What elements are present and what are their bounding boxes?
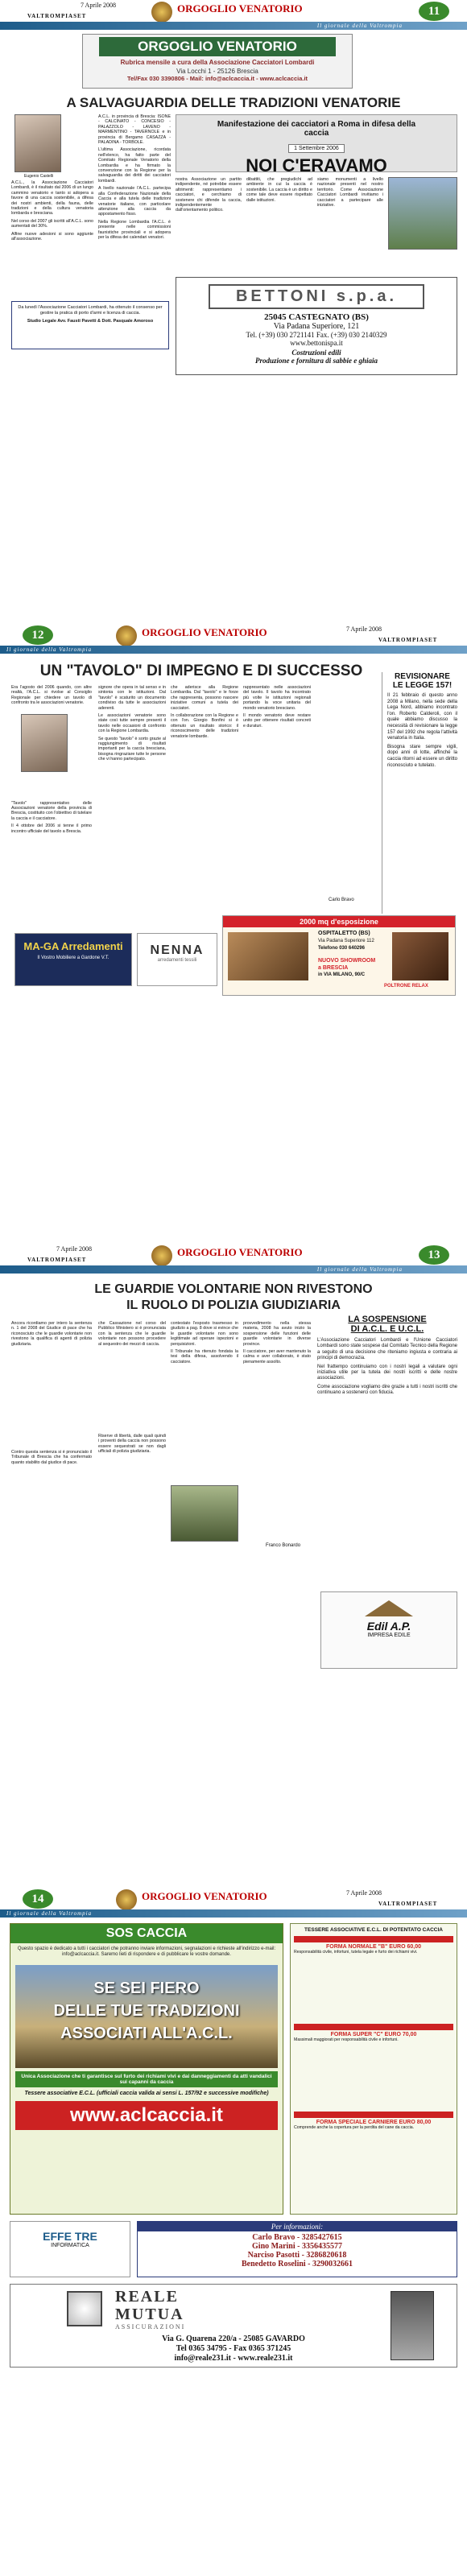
sos-title: SOS CACCIA [10, 1924, 283, 1943]
issue-date: 7 Aprile 2008 [346, 625, 382, 633]
article-column-3 [171, 685, 238, 927]
side-column [382, 672, 457, 914]
acl-notice-box [11, 301, 169, 349]
article-paragraph: Se questo "tavolo" è sorto grazie al raggiungimento di risultati importanti per la caccia bresciana, bisogna ringraziare tutte le persone che vi hanno partecipato. [98, 736, 166, 762]
header-strip [0, 646, 467, 654]
headline: A SALVAGUARDIA DELLE TRADIZIONI VENATORIE [66, 95, 401, 110]
article-paragraph: Era l'agosto del 2006 quando, con altre realtà, l'A.C.L. si rivolse al Consiglio Regionale per chiedere un tavolo di confronto tra le associazioni venatorie. [11, 685, 92, 706]
bettoni-logo: BETTONI s.p.a. [209, 284, 424, 309]
brand-name: VALTROMPIASET [27, 1257, 87, 1263]
news-big-title: NOI C'ERAVAMO [246, 155, 387, 175]
news-box [176, 114, 457, 175]
nenna-ad [137, 933, 217, 986]
side-column [317, 1315, 457, 1588]
emblem-icon [116, 625, 137, 646]
effetre-name: EFFE TRE [43, 2230, 97, 2243]
section-title: ORGOGLIO VENATORIO [142, 1890, 267, 1902]
article-column-1 [11, 1321, 92, 1554]
article-paragraph: Riserve di libertà, dalle quali quindi i proventi della caccia non possono essere sequestrati se non dagli ufficiali di polizia giudiziaria. [98, 1434, 166, 1455]
contact-1: Carlo Bravo - 3285427615 [252, 2233, 342, 2242]
info-box [137, 2221, 457, 2277]
house-icon [365, 1600, 413, 1616]
signature: Franco Bonardo [266, 1543, 301, 1548]
signature: Carlo Bravo [329, 898, 354, 902]
page-12 [0, 624, 467, 1244]
notice-text: Studio Legale Avv. Fausti Pavetti & Dott. Pasquale Amoroso [27, 319, 154, 324]
showroom-city: OSPITALETTO (BS) [318, 931, 370, 936]
emblem-icon [116, 1889, 137, 1910]
page-14 [0, 1888, 467, 2576]
article-paragraph: che aderisce alla Regione Lombardia. Dal "tavolo" e le forze che rappresenta, possono nascere iniziative comuni a tutela dei cacciatori. [171, 685, 238, 711]
article-paragraph: Le associazioni venatorie sono state così tutte sempre presenti il tavolo nelle occasioni di confronto con la Regione Lombardia. [98, 713, 166, 734]
article-paragraph: L'Associazione Cacciatori Lombardi e l'Unione Cacciatori Lombardi sono state sospese dal Comitato Tecnico della Regione a seguito di una decisione che riteniamo ingiusta e contraria ai principi di democrazia. [317, 1338, 457, 1361]
article-paragraph: Nella Regione Lombardia l'A.C.L. è presente nelle commissioni faunistiche provinciali e si adopera per la difesa dei calendari venatori. [98, 219, 171, 240]
bettoni-website[interactable]: www.bettonispa.it [290, 339, 343, 347]
page-number: 14 [23, 1889, 53, 1909]
article-column-1 [11, 685, 92, 927]
headline: UN "TAVOLO" DI IMPEGNO E DI SUCCESSO [39, 663, 363, 679]
sofa-photo [228, 932, 308, 980]
article-paragraph: nostra Associazione un partito indipendente, né potrebbe essere altrimenti: rappresentiamo i cacciatori, e cerchiamo di sostenere chi difende la caccia, indipendentemente dall'orientamento politico. [176, 177, 242, 213]
acl-website[interactable]: www.aclcaccia.it [15, 2101, 278, 2130]
issue-date: 7 Aprile 2008 [56, 1245, 92, 1253]
page-number: 11 [419, 2, 449, 21]
bettoni-address: 25045 CASTEGNATO (BS) [264, 312, 369, 322]
forma-3-bar [294, 2112, 453, 2118]
forma-1-text: Responsabilità civile, infortuni, tutela legale e furto dei richiami vivi. [294, 1950, 418, 1955]
article-paragraph: Nel corso del 2007 gli iscritti all'A.C.L. sono aumentati del 30%. [11, 218, 93, 229]
side-headline-2: DI A.C.L. E U.C.L. [350, 1324, 424, 1334]
article-column-3 [176, 177, 242, 274]
forma-3-title: FORMA SPECIALE CARNIERE EURO 80,00 [316, 2120, 432, 2125]
page-header [0, 0, 467, 32]
article-column-5 [317, 177, 383, 274]
page-number: 12 [23, 625, 53, 645]
banner-title: ORGOGLIO VENATORIO [99, 37, 336, 56]
side-text [387, 693, 457, 769]
page-header [0, 1244, 467, 1276]
section-title: ORGOGLIO VENATORIO [142, 626, 267, 638]
side-headline-2: LE LEGGE 157! [392, 681, 453, 690]
contact-2: Gino Marini - 3356435577 [252, 2242, 342, 2251]
reale-phone: Tel 0365 34795 - Fax 0365 371245 [176, 2344, 291, 2353]
strip-text: Il giornale della Valtrompia [6, 1910, 93, 1917]
photo-caption: Eugenio Castelli [24, 174, 54, 179]
article-column-2 [98, 114, 171, 299]
notice-text: Da lunedì l'Associazione Cacciatori Lombardi, ha ottenuto il consenso per gestire la pratica di porto d'armi e licenza di caccia. [18, 305, 163, 316]
armchair-photo [392, 932, 448, 980]
article-paragraph: che Cassazione nel corso del Pubblico Ministero si è pronunciata con la sentenza che le guardie volontarie non possono procedere al sequestro dei mezzi di caccia. [98, 1321, 166, 1347]
article-paragraph: rappresentato nelle associazioni del tavolo. Il tavolo ha incontrato più volte le istituzioni regionali portando la voce unitaria del mondo venatorio bresciano. [243, 685, 311, 711]
brand-name: VALTROMPIASET [378, 637, 438, 643]
reale-name-3: ASSICURAZIONI [115, 2323, 186, 2330]
forma-2-title: FORMA SUPER "C" EURO 70,00 [330, 2032, 417, 2037]
reale-name-1: REALE [115, 2288, 179, 2306]
strip-text: Il giornale della Valtrompia [6, 646, 93, 653]
author-photo [14, 114, 61, 172]
article-column-2 [98, 1321, 166, 1554]
page-header [0, 1888, 467, 1920]
brand-name: VALTROMPIASET [378, 1901, 438, 1907]
article-paragraph: Il mondo venatorio deve restare unito per ottenere risultati concreti e duraturi. [243, 713, 311, 729]
reale-logo [67, 2291, 102, 2326]
article-paragraph: Il 21 febbraio di questo anno 2008 a Milano, nella sede della Lega Nord, abbiamo incontrato l'on. Roberto Calderoli, con il quale abbiamo discusso la necessità di revisionare la legge 157 del 1992 che regola l'attività venatoria in Italia. [387, 693, 457, 741]
hunting-scene [15, 1965, 278, 2068]
page-11 [0, 0, 467, 624]
nenna-name: NENNA [150, 943, 205, 957]
bettoni-phone: Tel. (+39) 030 2721141 Fax. (+39) 030 2140329 [246, 331, 387, 339]
showroom-address: Via Padana Superiore 112 [318, 939, 374, 943]
strip-text: Il giornale della Valtrompia [316, 23, 403, 29]
maga-tagline: Il Vostro Mobiliere a Gardone V.T. [37, 956, 110, 960]
article-paragraph: A livello nazionale l'A.C.L. partecipa alla Confederazione Nazionale della Caccia e alla tutela delle tradizioni venatorie italiane, con particolare attenzione alla caccia da appostamento fisso. [98, 186, 171, 217]
page-13 [0, 1244, 467, 1888]
reale-mutua-ad [10, 2284, 457, 2368]
showroom-new-2: a BRESCIA [318, 965, 349, 971]
article-paragraph: contestato l'esposto trasmesso in giudizio a pag. 8 dove si evince che le guardie volontarie non sono legittimate ad operare ispezioni e perquisizioni. [171, 1321, 238, 1347]
headline-line-1: LE GUARDIE VOLONTARIE NON RIVESTONO [94, 1282, 373, 1296]
article-column-2 [98, 685, 166, 927]
side-text [317, 1338, 457, 1397]
edil-ad [320, 1591, 457, 1669]
section-title: ORGOGLIO VENATORIO [177, 1246, 303, 1258]
side-headline-1: LA SOSPENSIONE [348, 1315, 427, 1324]
forma-1-bar [294, 1936, 453, 1942]
proud-line-3: ASSOCIATI ALL'A.C.L. [60, 2024, 233, 2042]
maga-name: MA-GA Arredamenti [23, 940, 123, 952]
page-number: 13 [419, 1245, 449, 1265]
reale-email[interactable]: info@reale231.it - www.reale231.it [174, 2354, 293, 2363]
forma-1-title: FORMA NORMALE "B" EURO 60,00 [325, 1944, 421, 1950]
hunter-photo [171, 1485, 238, 1542]
article-paragraph: signore che opera in tal senso e in sintonia con le istituzioni. Dal "tavolo" è scaturito un documento condiviso da tutte le associazioni aderenti. [98, 685, 166, 711]
effetre-ad [10, 2221, 130, 2277]
banner [82, 34, 353, 89]
article-paragraph: Alfine nuove adesioni si sono aggiunte all'associazione. [11, 231, 93, 242]
article-column-4 [243, 685, 311, 927]
reale-name-2: MUTUA [115, 2306, 184, 2323]
article-paragraph: In collaborazione con la Regione e con l'on. Giorgio Bonfini si è ottenuto un risultato storico: il riconoscimento delle tradizioni venatorie lombarde. [171, 713, 238, 739]
sos-text: Questo spazio è dedicato a tutti i cacciatori che potranno inviare informazioni, segnalazioni e richieste all'indirizzo e-mail: info@aclcaccia.it. Saremo lieti di rispondere e di pubblicare le vostre domande. [17, 1946, 276, 1958]
tessere-panel [290, 1923, 457, 2215]
crest-icon [391, 2291, 434, 2360]
article-paragraph: Ancora ricordiamo per intero la sentenza n. 1 del 2008 del Giudice di pace che ha riconosciuto che le guardie volontarie non rivestono la qualifica di agenti di polizia giudiziaria. [11, 1321, 92, 1347]
headline-line-2: IL RUOLO DI POLIZIA GIUDIZIARIA [126, 1298, 341, 1312]
article-paragraph: dibattiti, che pregiudichi ad ambiente in cui la caccia è sostenibile. La caccia è un diritto e come tale deve essere rispettato dalle istituzioni. [246, 177, 312, 203]
article-paragraph: provvedimento nella stessa materia, 2008 ha avuto inizio la sospensione delle funzioni delle guardie volontarie in diverse province. [243, 1321, 311, 1347]
relax-label: POLTRONE RELAX [384, 984, 428, 989]
forma-3-text: Comprende anche la copertura per la perdita del cane da caccia. [294, 2125, 415, 2130]
section-title: ORGOGLIO VENATORIO [177, 2, 303, 14]
article-paragraph: A.C.L., la Associazione Cacciatori Lombardi, è il risultato dal 2006 di un lungo cammino venatorio e tanto si adopera a favore di una caccia sostenibile, a difesa dei nostri ambienti, della fauna, delle tradizioni e della cultura venatoria lombarda e bresciana. [11, 180, 93, 217]
article-paragraph: Contro questa sentenza si è pronunciato il Tribunale di Brescia che ha confermato quanto stabilito dal giudice di pace. [11, 1450, 92, 1465]
bettoni-ad [176, 277, 457, 375]
news-headline: Manifestazione dei cacciatori a Roma in difesa della caccia [217, 120, 416, 138]
issue-date: 7 Aprile 2008 [346, 1889, 382, 1897]
article-paragraph: "Tavolo" rappresentativo delle Associazioni venatorie della provincia di Brescia, costituito con l'obiettivo di tutelare la caccia e il cacciatore. [11, 800, 92, 821]
emblem-icon [151, 1245, 172, 1266]
article-paragraph: Il cacciatore, per aver mantenuto la calma e aver collaborato, è stato pienamente assolto. [243, 1349, 311, 1364]
contact-4: Benedetto Roselini - 3290032661 [241, 2260, 353, 2268]
sos-box [10, 1923, 283, 2215]
article-paragraph: Il 4 ottobre del 2006 si tenne il primo incontro ufficiale del tavolo a Brescia. [11, 824, 92, 834]
tessere-heading: TESSERE ASSOCIATIVE E.C.L. DI POTENTATO CACCIA [304, 1927, 443, 1933]
edil-tagline: IMPRESA EDILE [367, 1633, 411, 1638]
header-strip [0, 22, 467, 30]
article-paragraph: Come associazione vogliamo dire grazie a tutti i nostri iscritti che continuano a sostenerci con fiducia. [317, 1384, 457, 1396]
proud-line-1: SE SEI FIERO [93, 1979, 200, 1997]
bettoni-slogan-1: Costruzioni edili [291, 349, 341, 357]
maga-ad [14, 933, 132, 986]
banner-subtitle: Rubrica mensile a cura della Associazione Cacciatori Lombardi [120, 59, 315, 66]
showroom-phone: Telefono 030 640296 [318, 946, 365, 951]
insurance-note: Tessere associative E.C.L. (ufficiali caccia valida ai sensi L. 157/92 e successive modifiche) [24, 2090, 269, 2096]
article-paragraph: siamo monumenti a livello nazionale presenti nel nostro territorio. Come Associazione Cacciatori Lombardi invitiamo i cacciatori a partecipare alle iniziative. [317, 177, 383, 208]
info-heading: Per informazioni: [138, 2222, 457, 2231]
emblem-icon [151, 2, 172, 23]
showroom-ad [222, 915, 456, 996]
brand-name: VALTROMPIASET [27, 13, 87, 19]
news-date: 1 Settembre 2006 [288, 144, 345, 153]
forma-2-bar [294, 2024, 453, 2030]
article-paragraph: Nel frattempo continuiamo con i nostri legali a valutare ogni iniziativa utile per la tutela dei nostri iscritti e delle nostre associazioni. [317, 1364, 457, 1381]
showroom-new-3: in VIA MILANO, 90/C [318, 972, 366, 977]
article-paragraph: A.C.L. in provincia di Brescia: ISONE - CALCINATO - CONCESIO - PALAZZOLO - LAVENO - MARMENTINO - TAVERNOLE e in provincia di Bergamo CASAZZA - PALADINA - TORBOLE. [98, 114, 171, 146]
article-column-4 [243, 1321, 311, 1554]
header-strip [0, 1909, 467, 1918]
showroom-banner: 2000 mq d'esposizione [223, 916, 455, 927]
bettoni-slogan-2: Produzione e fornitura di sabbie e ghiaia [254, 357, 378, 365]
effetre-tagline: INFORMATICA [51, 2243, 89, 2248]
bettoni-street: Via Padana Superiore, 121 [273, 322, 360, 331]
article-paragraph: L'ultima Associazione, ricordata nell'elenco, ha fatto parte del Comitato Regionale Venatorio della Lombardia e ha firmato la convenzione con la Regione per la salvaguardia dei diritti dei cacciatori lombardi. [98, 147, 171, 184]
proud-line-2: DELLE TUE TRADIZIONI [53, 2001, 240, 2020]
header-strip [0, 1265, 467, 1274]
edil-name: Edil A.P. [366, 1620, 411, 1633]
showroom-new-1: NUOVO SHOWROOM [318, 958, 376, 964]
banner-contacts: Tel/Fax 030 3390806 - Mail: info@aclcaccia.it - www.aclcaccia.it [126, 75, 308, 82]
strip-text: Il giornale della Valtrompia [316, 1266, 403, 1273]
hunters-photo [388, 177, 457, 250]
article-column-1 [11, 180, 93, 285]
contact-3: Narciso Pasotti - 3286820618 [247, 2251, 347, 2260]
forma-2-text: Massimali maggiorati per responsabilità civile e infortuni. [294, 2037, 399, 2042]
issue-date: 7 Aprile 2008 [81, 2, 116, 9]
insurance-banner: Unica Associazione che ti garantisce sul furto dei richiami vivi e dai danneggiamenti da atti vandalici sui capanni da caccia [15, 2071, 278, 2087]
nenna-tagline: arredamenti tessili [157, 958, 197, 963]
page-header [0, 624, 467, 656]
banner-address: Via Locchi 1 - 25126 Brescia [176, 68, 258, 75]
article-column-4 [246, 177, 312, 274]
article-paragraph: Il Tribunale ha ritenuto fondata la tesi della difesa, assolvendo il cacciatore. [171, 1349, 238, 1364]
article-paragraph: Bisogna stare sempre vigili, dopo anni di lotte, affinché la caccia ritorni ad essere un diritto riconosciuto e tutelato. [387, 744, 457, 768]
reale-address: Via G. Quarena 220/a - 25085 GAVARDO [162, 2334, 305, 2343]
side-headline-1: REVISIONARE [395, 672, 450, 681]
